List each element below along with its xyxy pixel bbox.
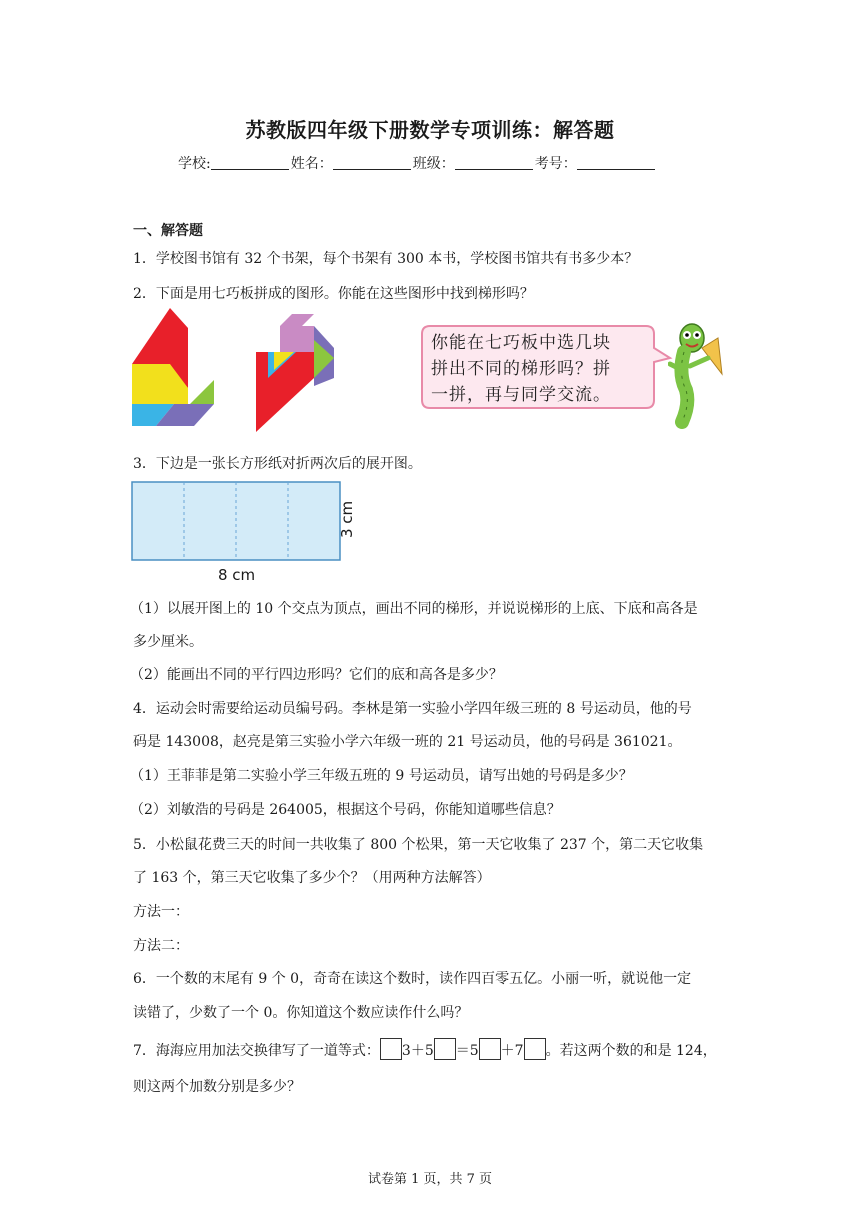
answer-box-1[interactable]: [380, 1038, 402, 1060]
question-7-line-1: [133, 1038, 717, 1060]
question-6-line-1: 6．一个数的末尾有 9 个 0，奇奇在读这个数时，读作四百零五亿。小丽一听，就说他一定: [133, 971, 692, 987]
answer-box-3[interactable]: [479, 1038, 501, 1060]
section-title: 一、解答题: [133, 223, 203, 239]
bubble-line-2: 拼出不同的梯形吗？拼: [431, 359, 611, 379]
bubble-text: [431, 330, 611, 408]
class-label: 班级：: [412, 156, 455, 172]
question-3: 3．下边是一张长方形纸对折两次后的展开图。: [133, 456, 422, 472]
name-blank[interactable]: [333, 155, 411, 170]
exam-no-label: 考号：: [534, 156, 577, 172]
class-blank[interactable]: [455, 155, 533, 170]
tangram-pink-block: [280, 326, 314, 352]
question-7-part-2: ＝5: [455, 1043, 479, 1059]
question-4-part-2: （2）刘敏浩的号码是 264005，根据这个号码，你能知道哪些信息？: [130, 802, 561, 818]
question-3-part-1-line-1: （1）以展开图上的 10 个交点为顶点，画出不同的梯形，并说说梯形的上底、下底和高各是: [130, 601, 698, 617]
answer-box-2[interactable]: [434, 1038, 456, 1060]
width-label: 8 cm: [218, 566, 256, 584]
question-4-line-1: 4．运动会时需要给运动员编号码。李林是第一实验小学四年级三班的 8 号运动员，他的号: [133, 701, 692, 717]
question-7-part-1: 3＋5: [401, 1043, 434, 1059]
question-4-part-1: （1）王菲菲是第二实验小学三年级五班的 9 号运动员，请写出她的号码是多少？: [130, 768, 633, 784]
question-7-line-2: 则这两个加数分别是多少？: [133, 1079, 301, 1095]
tangram-red-triangle: [132, 308, 170, 364]
page-title: 苏教版四年级下册数学专项训练：解答题: [245, 118, 615, 142]
tangram-figure-2: [254, 312, 340, 434]
question-3-part-2: （2）能画出不同的平行四边形吗？它们的底和高各是多少？: [130, 667, 503, 683]
answer-box-4[interactable]: [524, 1038, 546, 1060]
bubble-line-3: 一拼，再与同学交流。: [431, 385, 611, 405]
question-7-part-3: ＋7: [500, 1043, 524, 1059]
tangram-figure-1: [130, 306, 220, 432]
question-1: 1．学校图书馆有 32 个书架，每个书架有 300 本书，学校图书馆共有书多少本？: [133, 251, 639, 267]
tangram-red-triangle: [256, 352, 314, 432]
page-footer: 试卷第 1 页，共 7 页: [367, 1172, 493, 1187]
student-info-line: [178, 153, 657, 173]
exam-no-blank[interactable]: [577, 155, 655, 170]
question-5-line-2: 了 163 个，第三天它收集了多少个？（用两种方法解答）: [133, 870, 491, 886]
question-3-part-1-line-2: 多少厘米。: [133, 634, 203, 650]
question-6-line-2: 读错了，少数了一个 0。你知道这个数应读作什么吗？: [133, 1005, 469, 1021]
bubble-line-1: 你能在七巧板中选几块: [431, 333, 611, 353]
cartoon-character-icon: [668, 318, 728, 430]
school-blank[interactable]: [211, 155, 289, 170]
tangram-pink-square: [280, 314, 314, 326]
question-4-line-2: 码是 143008，赵亮是第三实验小学六年级一班的 21 号运动员，他的号码是 361021。: [133, 734, 682, 750]
ruler-triangle-icon: [702, 338, 722, 374]
question-2: 2．下面是用七巧板拼成的图形。你能在这些图形中找到梯形吗？: [133, 286, 534, 302]
method-one-label: 方法一：: [133, 904, 189, 920]
question-7-prefix: 7．海海应用加法交换律写了一道等式：: [133, 1043, 380, 1059]
question-7-suffix: 。若这两个数的和是 124，: [545, 1043, 717, 1059]
question-5-line-1: 5．小松鼠花费三天的时间一共收集了 800 个松果，第一天它收集了 237 个，第二天它收集: [133, 837, 704, 853]
method-two-label: 方法二：: [133, 938, 189, 954]
school-label: 学校:: [178, 156, 211, 172]
name-label: 姓名：: [290, 156, 333, 172]
tangram-green-triangle: [190, 380, 214, 404]
height-label: 3 cm: [338, 500, 356, 538]
